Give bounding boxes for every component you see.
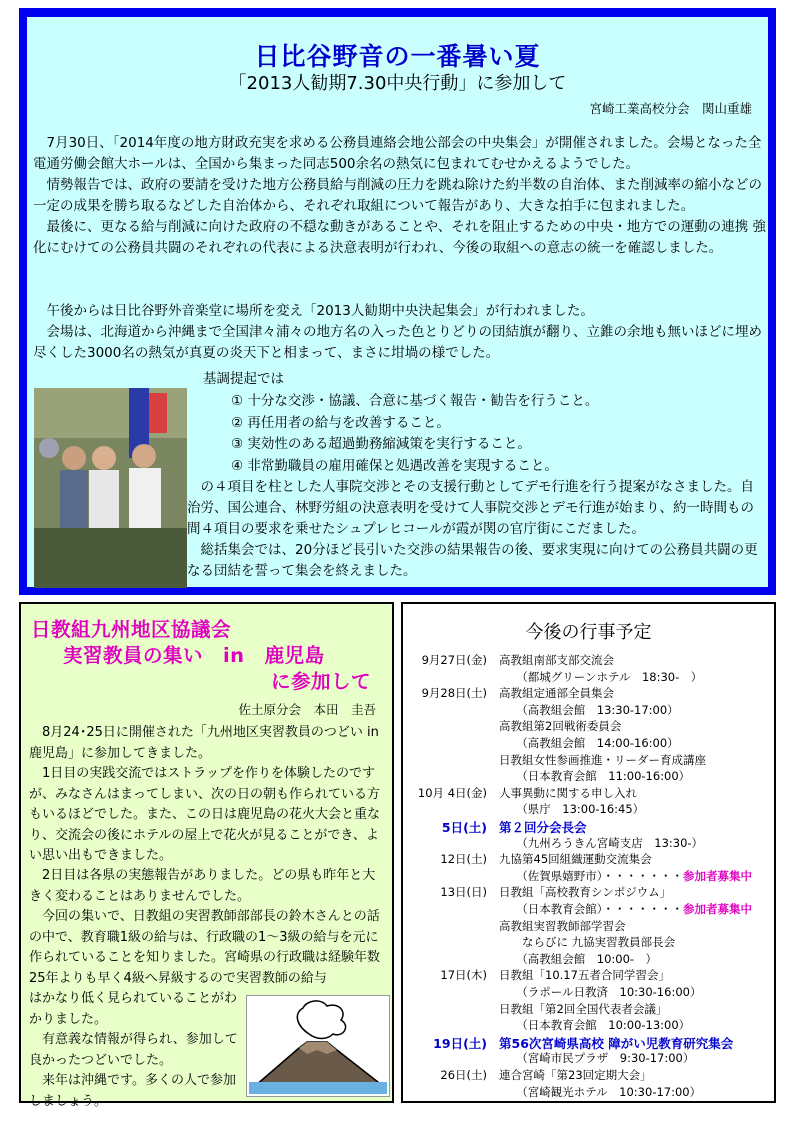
kicho-label: 基調提起では — [203, 371, 284, 387]
schedule-text: （県庁 13:00-16:45） — [499, 802, 645, 817]
article-title-line1: 日教組九州地区協議会 — [31, 618, 232, 641]
schedule-text: 高教組南部支部交流会 — [499, 653, 614, 667]
paragraph: 来年は沖縄です。多くの人で参加しましょう。 — [29, 1073, 236, 1109]
schedule-text: 高教組実習教師部学習会 — [499, 918, 626, 933]
schedule-date: 12日(土) — [440, 852, 487, 867]
schedule-text: 日教組「10.17五者合同学習会」 — [499, 968, 670, 983]
schedule-text: 高教組第2回戦術委員会 — [499, 719, 622, 734]
schedule-text: 九協第45回組織運動交流集会 — [499, 852, 652, 867]
paragraph: 午後からは日比谷野外音楽堂に場所を変え「2013人勧期中央決起集会」が行われました。 — [46, 303, 594, 319]
schedule-date: 9月27日(金) — [421, 653, 487, 667]
schedule-date: 17日(木) — [440, 968, 487, 983]
schedule-text: 高教組定通部全員集会 — [499, 686, 614, 701]
paragraph: 2日目は各県の実態報告がありました。どの県も昨年と大きく変わることはありませんでした。 — [29, 868, 376, 904]
schedule-date: 26日(土) — [440, 1068, 487, 1082]
list-item: ④ 非常勤職員の雇用確保と処遇改善を実現すること。 — [231, 457, 558, 474]
paragraph: の４項目を柱とした人事院交渉とその支援行動としてデモ行進を行う提案がなさました。自治労、国公連合、林野労組の決意表明を受けて人事院交渉とデモ行進が始まり、約一時間もの間４項目の要求を乗せたシュプレヒコールが霞が関の官庁街にこだました。 — [187, 479, 754, 537]
volcano-illustration — [246, 995, 390, 1097]
schedule-date: 5日(土) — [441, 820, 487, 835]
schedule-text: 日教組「高校教育シンポジウム」 — [499, 885, 672, 900]
top-article — [19, 8, 776, 595]
paragraph: 8月24･25日に開催された「九州地区実習教員のつどい in 鹿児島」に参加してきました。 — [29, 725, 379, 761]
list-item: ① 十分な交渉・協議、合意に基づく報告・勧告を行うこと。 — [231, 393, 599, 409]
schedule-panel — [401, 602, 776, 1103]
paragraph: 有意義な情報が得られ、参加して良かったつどいでした。 — [29, 1032, 238, 1068]
article-title-line3: に参加して — [271, 670, 372, 693]
article-author: 宮崎工業高校分会 関山重雄 — [589, 101, 752, 116]
paragraph: 今回の集いで、日教組の実習教師部部長の鈴木さんとの話の中で、教育職1級の給与は、行政職の1～3級の給与を元に作られていることを知りました。宮崎県の行政職は経験年数25年よりも早く4級へ昇級するので実習教師の給与 — [29, 909, 381, 986]
left-article — [19, 602, 394, 1109]
schedule-text: （佐賀県嬉野市）・・・・・・・参加者募集中 — [499, 868, 752, 883]
paragraph: 会場は、北海道から沖縄まで全国津々浦々の地方名の入った色とりどりの団結旗が翻り、立錐の余地も無いほどに埋め尽くした3000名の熱気が真夏の炎天下と相まって、まさに坩堝の様でした。 — [33, 324, 762, 361]
recruit-badge: 参加者募集中 — [683, 868, 752, 883]
schedule-date: 10月 4日(金) — [417, 785, 487, 800]
schedule-date: 9月28日(土) — [421, 686, 487, 701]
paragraph: 情勢報告では、政府の要請を受けた地方公務員給与削減の圧力を跳ね除けた約半数の自治体、また削減率の縮小などの一定の成果を勝ち取るなどした自治体から、それぞれ取組について報告があり、大きな拍手に包まれました。 — [33, 177, 762, 214]
paragraph: 7月30日、「2014年度の地方財政充実を求める公務員連絡会地公部会の中央集会」が開催されました。会場となった全電通労働会館大ホールは、全国から集まった同志500余名の熱気に包まれてむせかえるようでした。 — [33, 135, 762, 172]
schedule-date: 19日(土) — [433, 1035, 487, 1051]
paragraph: 総括集会では、20分ほど長引いた交渉の結果報告の後、要求実現に向けての公務員共闘の更なる団結を誓って集会を終えました。 — [187, 542, 758, 579]
schedule-text: 人事異動に関する申し入れ — [499, 785, 637, 800]
schedule-text: （都城グリーンホテル 18:30- ） — [499, 669, 703, 684]
article-subtitle: 「2013人勧期7.30中央行動」に参加して — [228, 73, 567, 94]
schedule-title: 今後の行事予定 — [525, 622, 652, 643]
schedule-text: （宮崎観光ホテル 10:30-17:00） — [499, 1084, 702, 1099]
demand-list — [205, 391, 598, 477]
schedule-text: 連合宮崎「第23回定期大会」 — [499, 1068, 652, 1082]
schedule-text: （宮崎市民プラザ 9:30-17:00） — [499, 1051, 695, 1066]
schedule-text: ならびに 九協実習教員部長会 — [499, 935, 676, 950]
schedule-text: 日教組女性参画推進・リーダー育成講座 — [499, 752, 706, 767]
schedule-date: 13日(日) — [440, 885, 487, 900]
paragraph: 1日目の実践交流ではストラップを作りを体験したのですが、みなさんはまってしまい、次の日の朝も作られている方もいるほどでした。また、この日は鹿児島の花火大会と重なり、交流会の後にホテルの屋上で花火が見ることができ、よい思い出もできました。 — [29, 766, 381, 863]
schedule-text: （九州ろうきん宮崎支店 13:30-） — [499, 835, 704, 850]
schedule-text: 日教組「第2回全国代表者会議」 — [499, 1001, 668, 1016]
paragraph: はかなり低く見られていることがわかりました。 — [29, 991, 238, 1027]
list-item: ③ 実効性のある超過勤務縮減策を実行すること。 — [231, 436, 531, 452]
list-item: ② 再任用者の給与を改善すること。 — [231, 414, 450, 431]
schedule-text: （高教組会館 13:30-17:00） — [499, 702, 679, 717]
rally-photo — [34, 388, 187, 588]
schedule-text: 第２回分会長会 — [499, 820, 587, 835]
article-title: 日比谷野音の一番暑い夏 — [254, 42, 541, 71]
schedule-text: 第56次宮崎県高校 障がい児教育研究集会 — [499, 1035, 734, 1051]
paragraph: 最後に、更なる給与削減に向けた政府の不穏な動きがあることや、それを阻止するための中央・地方での運動の連携 強化にむけての公務員共闘のそれぞれの代表による決意表明が行われ、今後の取組への意志の統一を確認しました。 — [33, 219, 767, 256]
schedule-text: （ラポール日教済 10:30-16:00） — [499, 985, 702, 999]
schedule-text: （日本教育会館）・・・・・・・参加者募集中 — [499, 902, 752, 916]
recruit-badge: 参加者募集中 — [683, 902, 752, 916]
schedule-text: （高教組会館 14:00-16:00） — [499, 736, 679, 750]
article-title-line2: 実習教員の集い in 鹿児島 — [63, 644, 325, 667]
schedule-text: （日本教育会館 10:00-13:00） — [499, 1018, 691, 1033]
schedule-text: （日本教育会館 11:00-16:00） — [499, 769, 691, 784]
schedule-text: （高教組会館 10:00- ） — [499, 951, 658, 966]
article-author: 佐土原分会 本田 圭吾 — [238, 702, 376, 717]
